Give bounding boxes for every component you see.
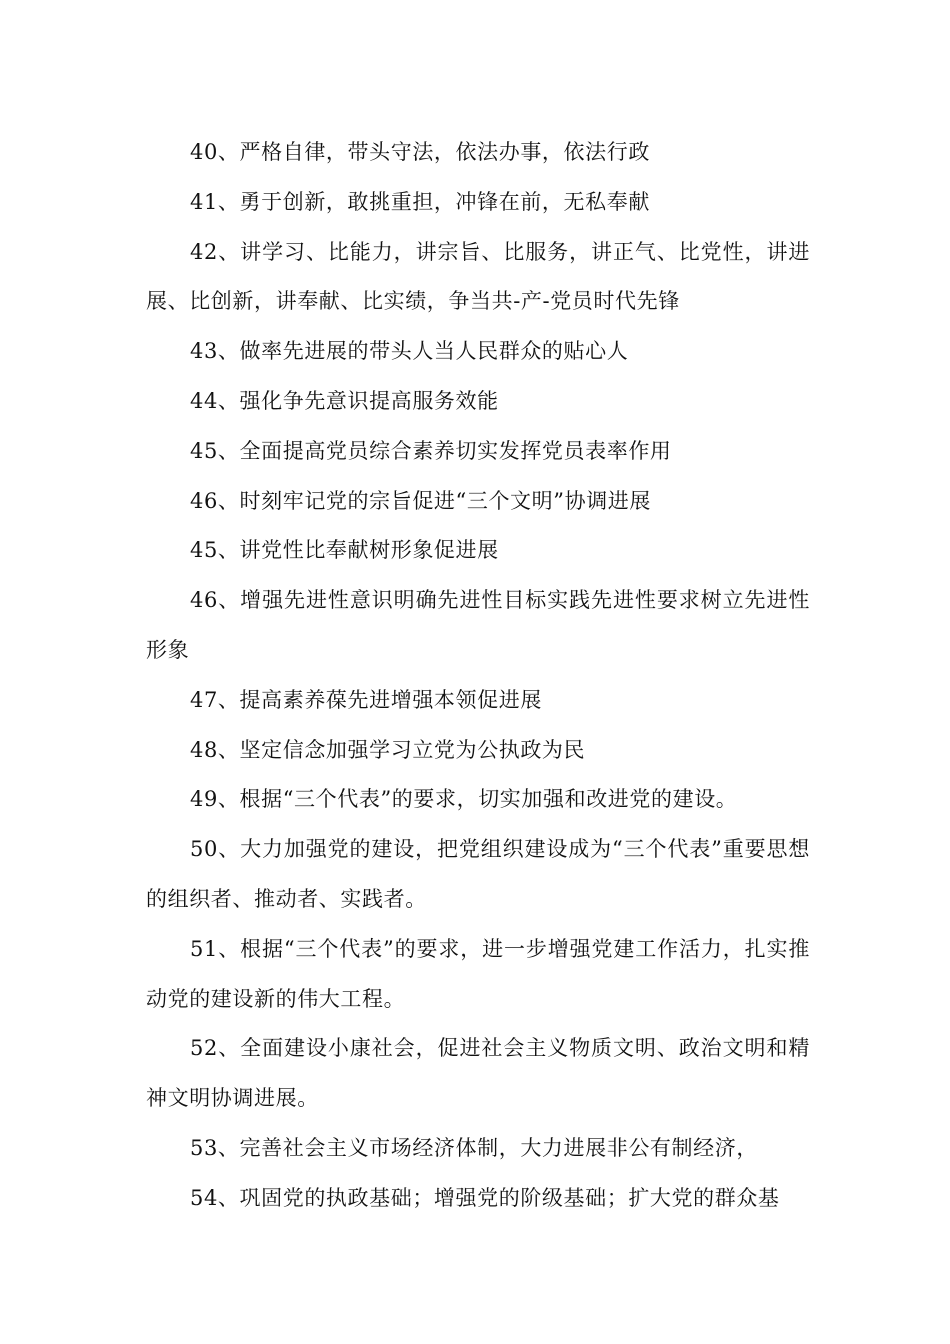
paragraph-46: 46、时刻牢记党的宗旨促进“三个文明”协调进展 (190, 488, 651, 513)
paragraph-44: 44、强化争先意识提高服务效能 (190, 388, 499, 413)
paragraph-43: 43、做率先进展的带头人当人民群众的贴心人 (190, 339, 629, 364)
paragraph-48: 48、坚定信念加强学习立党为公执政为民 (190, 737, 586, 762)
paragraph-47: 47、提高素养葆先进增强本领促进展 (190, 687, 542, 712)
paragraph-45: 45、全面提高党员综合素养切实发挥党员表率作用 (190, 438, 672, 463)
paragraph-53: 53、完善社会主义市场经济体制，大力进展非公有制经济， (190, 1135, 758, 1160)
paragraph-40: 40、严格自律，带头守法，依法办事，依法行政 (190, 140, 650, 164)
paragraph-49: 49、根据“三个代表”的要求，切实加强和改进党的建设。 (190, 787, 738, 812)
paragraph-42: 42、讲学习、比能力，讲宗旨、比服务，讲正气、比党性，讲进展、比创新，讲奉献、比实绩，争当共-产-党员时代先锋 (146, 239, 810, 314)
paragraph-46b: 46、增强先进性意识明确先进性目标实践先进性要求树立先进性形象 (146, 588, 810, 662)
paragraph-52: 52、全面建设小康社会，促进社会主义物质文明、政治文明和精神文明协调进展。 (146, 1036, 810, 1111)
paragraph-45b: 45、讲党性比奉献树形象促进展 (190, 538, 499, 563)
paragraph-51: 51、根据“三个代表”的要求，进一步增强党建工作活力，扎实推动党的建设新的伟大工程。 (146, 936, 810, 1011)
paragraph-50: 50、大力加强党的建设，把党组织建设成为“三个代表”重要思想的组织者、推动者、实践者。 (146, 837, 810, 911)
document-body (146, 128, 810, 1224)
paragraph-54: 54、巩固党的执政基础；增强党的阶级基础；扩大党的群众基 (190, 1185, 780, 1210)
paragraph-41: 41、勇于创新，敢挑重担，冲锋在前，无私奉献 (190, 189, 650, 214)
